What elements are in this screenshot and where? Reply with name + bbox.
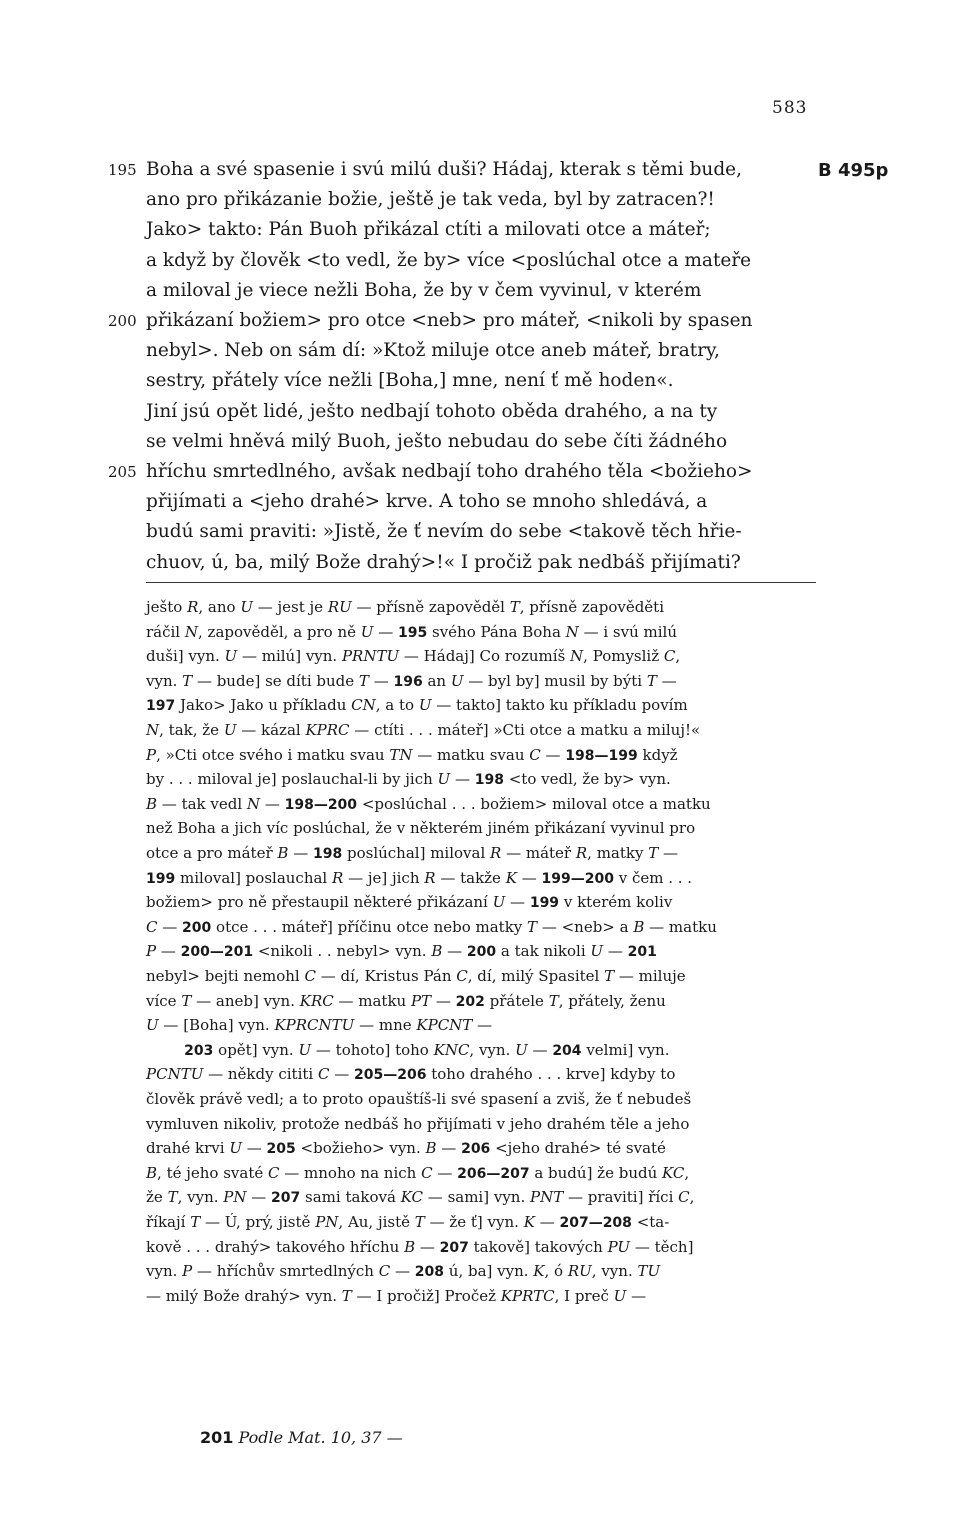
apparatus-line: duši] vyn. U — milú] vyn. PRNTU — Hádaj] Co rozumíš N, Pomysliž C, — [146, 647, 681, 666]
apparatus-line: B, té jeho svaté C — mnoho na nich C — 206—207 a budú] že budú KC, — [146, 1163, 690, 1182]
apparatus-line: božiem> pro ně přestaupil některé přikázaní U — 199 v kterém koliv — [146, 893, 673, 912]
apparatus-line: N, tak, že U — kázal KPRC — ctíti . . . máteř] »Cti otce a matku a miluj!« — [146, 721, 701, 739]
text-line: chuov, ú, ba, milý Bože drahý>!« I pročiž pak nedbáš přijímati? — [146, 551, 741, 573]
text-line: ano pro přikázanie božie, ještě je tak veda, byl by zatracen?! — [146, 189, 715, 211]
apparatus-line: P — 200—201 <nikoli . . nebyl> vyn. B — 200 a tak nikoli U — 201 — [146, 942, 657, 961]
text-line: hříchu smrtedlného, avšak nedbají toho drahého těla <božieho> — [146, 461, 753, 482]
apparatus-line: že T, vyn. PN — 207 sami taková KC — sami] vyn. PNT — praviti] říci C, — [146, 1188, 695, 1207]
apparatus-line: vyn. T — bude] se díti bude T — 196 an U — byl by] musil by býti T — — [146, 671, 677, 690]
apparatus-line: by . . . miloval je] poslauchal-li by jich U — 198 <to vedl, že by> vyn. — [146, 770, 671, 789]
apparatus-line: více T — aneb] vyn. KRC — matku PT — 202 přátele T, přátely, ženu — [146, 991, 666, 1010]
apparatus-line: říkají T — Ú, prý, jistě PN, Au, jistě T — že ť] vyn. K — 207—208 <ta- — [146, 1213, 670, 1231]
text-line: nebyl>. Neb on sám dí: »Ktož miluje otce aneb máteř, bratry, — [146, 340, 720, 362]
text-line: Jako> takto: Pán Buoh přikázal ctíti a milovati otce a máteř; — [146, 219, 711, 241]
text-line: přikázaní božiem> pro otce <neb> pro máteř, <nikoli by spasen — [146, 310, 753, 331]
text-line: budú sami praviti: »Jistě, že ť nevím do sebe <takově těch hřie- — [146, 521, 742, 543]
apparatus-line: C — 200 otce . . . máteř] příčinu otce nebo matky T — <neb> a B — matku — [146, 917, 717, 936]
apparatus-line: ráčil N, zapověděl, a pro ně U — 195 svého Pána Boha N — i svú milú — [146, 622, 677, 641]
text-line: Jiní jsú opět lidé, ješto nedbají tohoto oběda drahého, a na ty — [146, 400, 718, 422]
footnote-ref: 201 — [200, 1428, 234, 1447]
apparatus-line: kově . . . drahý> takového hříchu B — 207 takově] takových PU — těch] — [146, 1237, 694, 1256]
apparatus-line: U — [Boha] vyn. KPRCNTU — mne KPCNT — — [146, 1016, 493, 1035]
page-number: 583 — [772, 98, 808, 118]
apparatus-line: 197 Jako> Jako u příkladu CN, a to U — takto] takto ku příkladu povím — [146, 696, 688, 715]
line-number: 200 — [108, 312, 137, 330]
apparatus-line: PCNTU — někdy cititi C — 205—206 toho drahého . . . krve] kdyby to — [146, 1065, 676, 1084]
apparatus-line: vymluven nikoliv, protože nedbáš ho přijímati v jeho drahém těle a jeho — [146, 1114, 690, 1133]
text-line: a když by člověk <to vedl, že by> více <poslúchal otce a mateře — [146, 249, 752, 271]
footnote — [200, 1428, 403, 1447]
text-line: a miloval je viece nežli Boha, že by v čem vyvinul, v kterém — [146, 279, 702, 301]
apparatus-line: — milý Bože drahý> vyn. T — I pročiž] Pročež KPRTC, I preč U — — [146, 1286, 647, 1305]
apparatus-line: než Boha a jich víc poslúchal, že v některém jiném přikázaní vyvinul pro — [146, 819, 696, 838]
apparatus-line: člověk právě vedl; a to proto opauštíš-li své spasení a zviš, že ť nebudeš — [146, 1090, 692, 1108]
apparatus-line: vyn. P — hříchův smrtedlných C — 208 ú, ba] vyn. K, ó RU, vyn. TU — [146, 1262, 661, 1281]
apparatus-line: ješto R, ano U — jest je RU — přísně zapověděl T, přísně zapověděti — [146, 598, 665, 616]
separator-rule — [146, 582, 816, 583]
apparatus-line: 203 opět] vyn. U — tohoto] toho KNC, vyn. U — 204 velmi] vyn. — [184, 1040, 670, 1059]
apparatus-line: 199 miloval] poslauchal R — je] jich R — takže K — 199—200 v čem . . . — [146, 868, 693, 887]
text-line: přijímati a <jeho drahé> krve. A toho se mnoho shledává, a — [146, 491, 708, 513]
text-line: se velmi hněvá milý Buoh, ješto nebudau do sebe číti žádného — [146, 430, 728, 452]
apparatus-line: nebyl> bejti nemohl C — dí, Kristus Pán C, dí, milý Spasitel T — miluje — [146, 967, 686, 985]
manuscript-sigla: B 495p — [818, 160, 889, 181]
line-number: 195 — [108, 161, 137, 179]
text-line: Boha a své spasenie i svú milú duši? Hádaj, kterak s těmi bude, — [146, 159, 743, 180]
line-number: 205 — [108, 463, 137, 481]
apparatus-line: otce a pro máteř B — 198 poslúchal] miloval R — máteř R, matky T — — [146, 844, 679, 862]
apparatus-line: B — tak vedl N — 198—200 <poslúchal . . . božiem> miloval otce a matku — [146, 794, 711, 813]
text-line: sestry, přátely více nežli [Boha,] mne, není ť mě hoden«. — [146, 370, 674, 392]
footnote-text: Podle Mat. 10, 37 — — [238, 1428, 403, 1447]
apparatus-line: P, »Cti otce svého i matku svau TN — matku svau C — 198—199 když — [146, 745, 678, 764]
apparatus-line: drahé krvi U — 205 <božieho> vyn. B — 206 <jeho drahé> té svaté — [146, 1139, 666, 1158]
